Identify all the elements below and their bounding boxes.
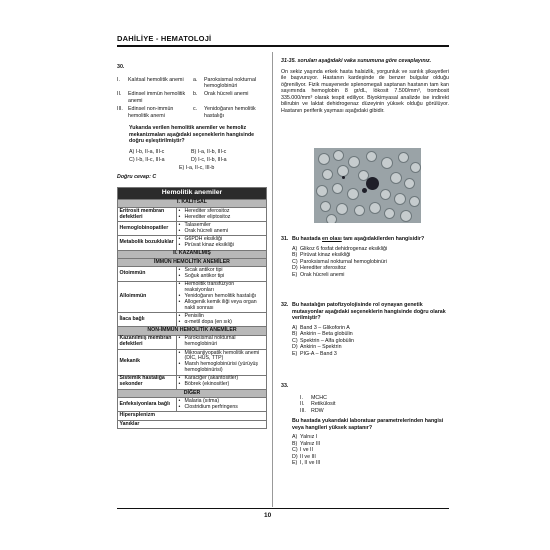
option-key: E)	[179, 164, 185, 171]
table-key: Yanıklar	[118, 420, 267, 428]
table-subsection: İMMÜN HEMOLİTİK ANEMİLER	[118, 258, 267, 266]
case-title: 31-35. soruları aşağıdaki vaka sunumuna göre cevaplayınız.	[281, 58, 432, 64]
option-text: Ankirin – Spektrin	[300, 344, 342, 350]
item-text: Retikülosit	[311, 401, 336, 407]
table-bullet: • Penisilin	[179, 314, 265, 320]
table-section: II. KAZANILMIŞ	[118, 250, 267, 258]
question-32	[281, 302, 449, 357]
option-text: Glikoz 6 fosfat dehidrogenaz eksikliği	[300, 245, 388, 252]
match-right-key: a.	[193, 76, 198, 83]
question-number: 30.	[117, 64, 125, 70]
option-text: Herediter sferositoz	[300, 265, 346, 271]
option-key: D)	[292, 344, 298, 350]
option-e[interactable]	[292, 460, 449, 467]
table-row	[118, 375, 267, 389]
footer-rule	[117, 508, 449, 509]
table-bullet: • Allogenik kemik iliği veya organ nakli sonrası	[179, 300, 265, 312]
option-text: I, II ve III	[300, 460, 321, 466]
item-key: III.	[300, 407, 306, 414]
option-key: D)	[191, 156, 197, 163]
option-key: B)	[292, 252, 298, 258]
table-value	[177, 375, 267, 389]
table-key: Mekanik	[118, 349, 177, 375]
table-bullet: • Hemolitik transfüzyon reaksiyonları	[179, 282, 265, 294]
table-value	[177, 313, 267, 327]
option-key: B)	[292, 331, 298, 337]
table-bullet: • Böbrek (ekinositler)	[179, 382, 265, 388]
option-text: PIG-A – Band 3	[300, 350, 337, 357]
option-text: II ve III	[300, 453, 316, 460]
match-left-key: I.	[117, 76, 120, 83]
table-key: Hipersplenizm	[118, 412, 267, 420]
table-row	[118, 267, 267, 281]
option-text: Yalnız III	[300, 440, 321, 447]
table-value	[177, 207, 267, 221]
table-title: Hemolitik anemiler	[118, 188, 267, 200]
table-bullet: • Herediter sferositoz	[179, 209, 265, 215]
table-row	[118, 281, 267, 313]
match-left-text: Kalıtsal hemolitik anemi	[128, 76, 184, 83]
table-bullet: • Pirüvat kinaz eksikliği	[179, 243, 265, 249]
option-text: Pirüvat kinaz eksikliği	[300, 252, 351, 258]
option-key: C)	[292, 447, 298, 453]
option-c[interactable]	[129, 157, 191, 164]
question-31	[281, 236, 449, 278]
stem-text: Bu hastada yukarıdaki laboratuar parametrelerinden hangisi veya hangileri yüksek saptanır?	[292, 418, 444, 431]
option-a[interactable]	[129, 149, 191, 156]
stem-text: Bu hastalığın patofizyolojisinde rol oynayan genetik mutasyonlar aşağıdaki seçeneklerin hangisinde doğru olarak verilmiştir?	[292, 302, 446, 321]
option-text: Spektrin – Alfa globülin	[300, 337, 354, 344]
table-row	[118, 335, 267, 349]
table-bullet: • α-metil dopa (en sık)	[179, 320, 265, 326]
match-row	[117, 77, 267, 90]
question-number: 32.	[281, 302, 289, 308]
question-33	[281, 383, 449, 467]
option-text: Band 3 – Glikoforin A	[300, 324, 350, 331]
option-key: C)	[129, 156, 135, 163]
option-e[interactable]	[179, 165, 267, 172]
table-bullet: • Talasemiler	[179, 223, 265, 229]
question-number-text: 33.	[281, 383, 289, 389]
option-text: I-b, II-a, III-c	[135, 148, 165, 155]
table-value	[177, 267, 267, 281]
item-text: MCHC	[311, 394, 327, 401]
case-text: On sekiz yaşında erkek hasta halsizlik, yorgunluk ve sarılık şikayetleri ile başvuruyor. Hastanın kardeşinde de benzer bulgular olduğu öğreniliyor. Fizik muayenede splenomegali saptanan hastanın tam kan sayımında hemoglobin 8 gr/dL, lökosit 7.500/mm³, trombosit 335.000/mm³ olarak tespit ediliyor. Biyokimyasal analizde ise indirekt bilirubin ve laktat dehidrogenaz düzeyinin yüksek olduğu görülüyor. Hastanın periferik yayması aşağıdaki gibidir.	[281, 68, 449, 114]
question-stem: Yukarıda verilen hemolitik anemiler ve hemoliz mekanizmaları aşağıdaki seçeneklerin hangisinde doğru eşleştirilmiştir?	[129, 125, 255, 145]
option-key: A)	[292, 434, 298, 440]
match-left-text: Edinsel immün hemolitik anemi	[128, 91, 186, 104]
option-key: C)	[292, 258, 298, 265]
table-bullet: • Paroksismal nokturnal hemoglobinüri	[179, 336, 265, 348]
option-key: E)	[292, 460, 298, 466]
option-row	[129, 149, 267, 156]
option-row	[129, 157, 267, 164]
question-30	[117, 64, 267, 181]
hemolytic-anemia-table	[117, 187, 267, 429]
option-text: Yalnız I	[300, 434, 318, 440]
item-text: RDW	[311, 407, 324, 414]
option-text: I ve II	[300, 447, 313, 453]
column-divider	[272, 52, 273, 507]
match-row	[117, 106, 267, 119]
table-row	[118, 222, 267, 236]
match-right-text: Paroksismal nokturnal hemoglobinüri	[204, 76, 257, 89]
option-e[interactable]	[292, 272, 449, 279]
option-text: I-c, II-b, III-a	[198, 156, 227, 163]
table-value	[177, 281, 267, 313]
option-key: E)	[292, 271, 298, 278]
table-value	[177, 236, 267, 250]
question-number: 31.	[281, 236, 289, 242]
option-text: Orak hücreli anemi	[300, 271, 345, 278]
table-bullet: • Clostridium perfringens	[179, 405, 265, 411]
table-section: I. KALITSAL	[118, 199, 267, 207]
option-text: I-b, II-c, III-a	[136, 156, 165, 163]
table-row	[118, 349, 267, 375]
match-right-text: Orak hücreli anemi	[204, 91, 249, 98]
table-bullet: • Mikroanjiyopatik hemolitik anemi (DİC, HÜS, TTP)	[179, 351, 265, 363]
table-key: Otoimmün	[118, 267, 177, 281]
table-bullet: • Malaria (sıtma)	[179, 399, 265, 405]
stem-text: Bu hastada	[292, 236, 323, 242]
question-stem	[281, 418, 449, 431]
option-b[interactable]	[191, 149, 253, 156]
option-text: Ankirin – Beta globülin	[300, 331, 353, 337]
table-value	[177, 335, 267, 349]
match-left-key: III.	[117, 106, 123, 113]
option-text: I-a, II-c, III-b	[185, 164, 215, 171]
stem-emphasis: en olası	[322, 236, 342, 242]
option-key: A)	[292, 324, 298, 331]
option-d[interactable]	[191, 157, 253, 164]
table-row	[118, 207, 267, 221]
table-key: Alloimmün	[118, 281, 177, 313]
table-bullet: • Herediter eliptositoz	[179, 215, 265, 221]
item-key: I.	[300, 394, 303, 401]
table-row	[118, 420, 267, 428]
table-key: İlaca bağlı	[118, 313, 177, 327]
option-key: C)	[292, 337, 298, 344]
option-key: B)	[191, 148, 197, 155]
table-key: Sistemik hastalığa sekonder	[118, 375, 177, 389]
table-row	[118, 398, 267, 412]
table-bullet: • Sıcak antikor tipi	[179, 268, 265, 274]
match-right-text: Yenidoğanın hemolitik hastalığı	[204, 106, 256, 119]
table-key: Kazanılmış membran defektleri	[118, 335, 177, 349]
option-key: B)	[292, 440, 298, 447]
table-key: Eritrosit membran defektleri	[118, 207, 177, 221]
option-e[interactable]	[292, 351, 449, 358]
case-presentation	[281, 58, 449, 114]
table-row	[118, 313, 267, 327]
option-text: Paroksismal nokturnal hemoglobinüri	[300, 258, 387, 265]
table-bullet: • Orak hücreli anemi	[179, 229, 265, 235]
table-key: Enfeksiyonlara bağlı	[118, 398, 177, 412]
table-key: Hemoglobinopatiler	[118, 222, 177, 236]
option-key: A)	[129, 148, 135, 155]
page-number: 10	[264, 512, 272, 519]
option-key: D)	[292, 265, 298, 271]
option-key: E)	[292, 350, 298, 357]
table-bullet: • G6PDH eksikliği	[179, 237, 265, 243]
table-bullet: • Karaciğer (akantositler)	[179, 376, 265, 382]
table-bullet: • Marsh hemoglobinürisi (yürüyüş hemoglobinürisi)	[179, 362, 265, 374]
table-value	[177, 222, 267, 236]
header-rule	[117, 45, 449, 47]
table-row	[118, 236, 267, 250]
match-right-key: c.	[193, 106, 198, 113]
match-row	[117, 91, 267, 104]
question-stem	[281, 236, 449, 243]
table-row	[118, 412, 267, 420]
match-left-key: II.	[117, 91, 122, 98]
table-bullet: • Soğuk antikor tipi	[179, 274, 265, 280]
correct-answer: Doğru cevap: C	[117, 174, 157, 181]
option-key: D)	[292, 453, 298, 460]
table-subsection: NON-İMMÜN HEMOLİTİK ANEMİLER	[118, 327, 267, 335]
stem-text: tanı aşağıdakilerden hangisidir?	[341, 236, 425, 242]
option-text: I-a, II-b, III-c	[197, 148, 227, 155]
table-bullet: • Yenidoğanın hemolitik hastalığı	[179, 294, 265, 300]
table-key: Metabolik bozukluklar	[118, 236, 177, 250]
question-stem	[281, 302, 449, 322]
peripheral-smear-image	[314, 148, 421, 223]
table-section: DİĞER	[118, 389, 267, 397]
table-value	[177, 349, 267, 375]
option-key: A)	[292, 245, 298, 252]
table-value	[177, 398, 267, 412]
item-key: II.	[300, 401, 305, 407]
match-right-key: b.	[193, 91, 198, 98]
page-header-title: DAHİLİYE - HEMATOLOJİ	[117, 34, 212, 43]
match-left-text: Edinsel non-immün hemolitik anemi	[128, 106, 174, 119]
